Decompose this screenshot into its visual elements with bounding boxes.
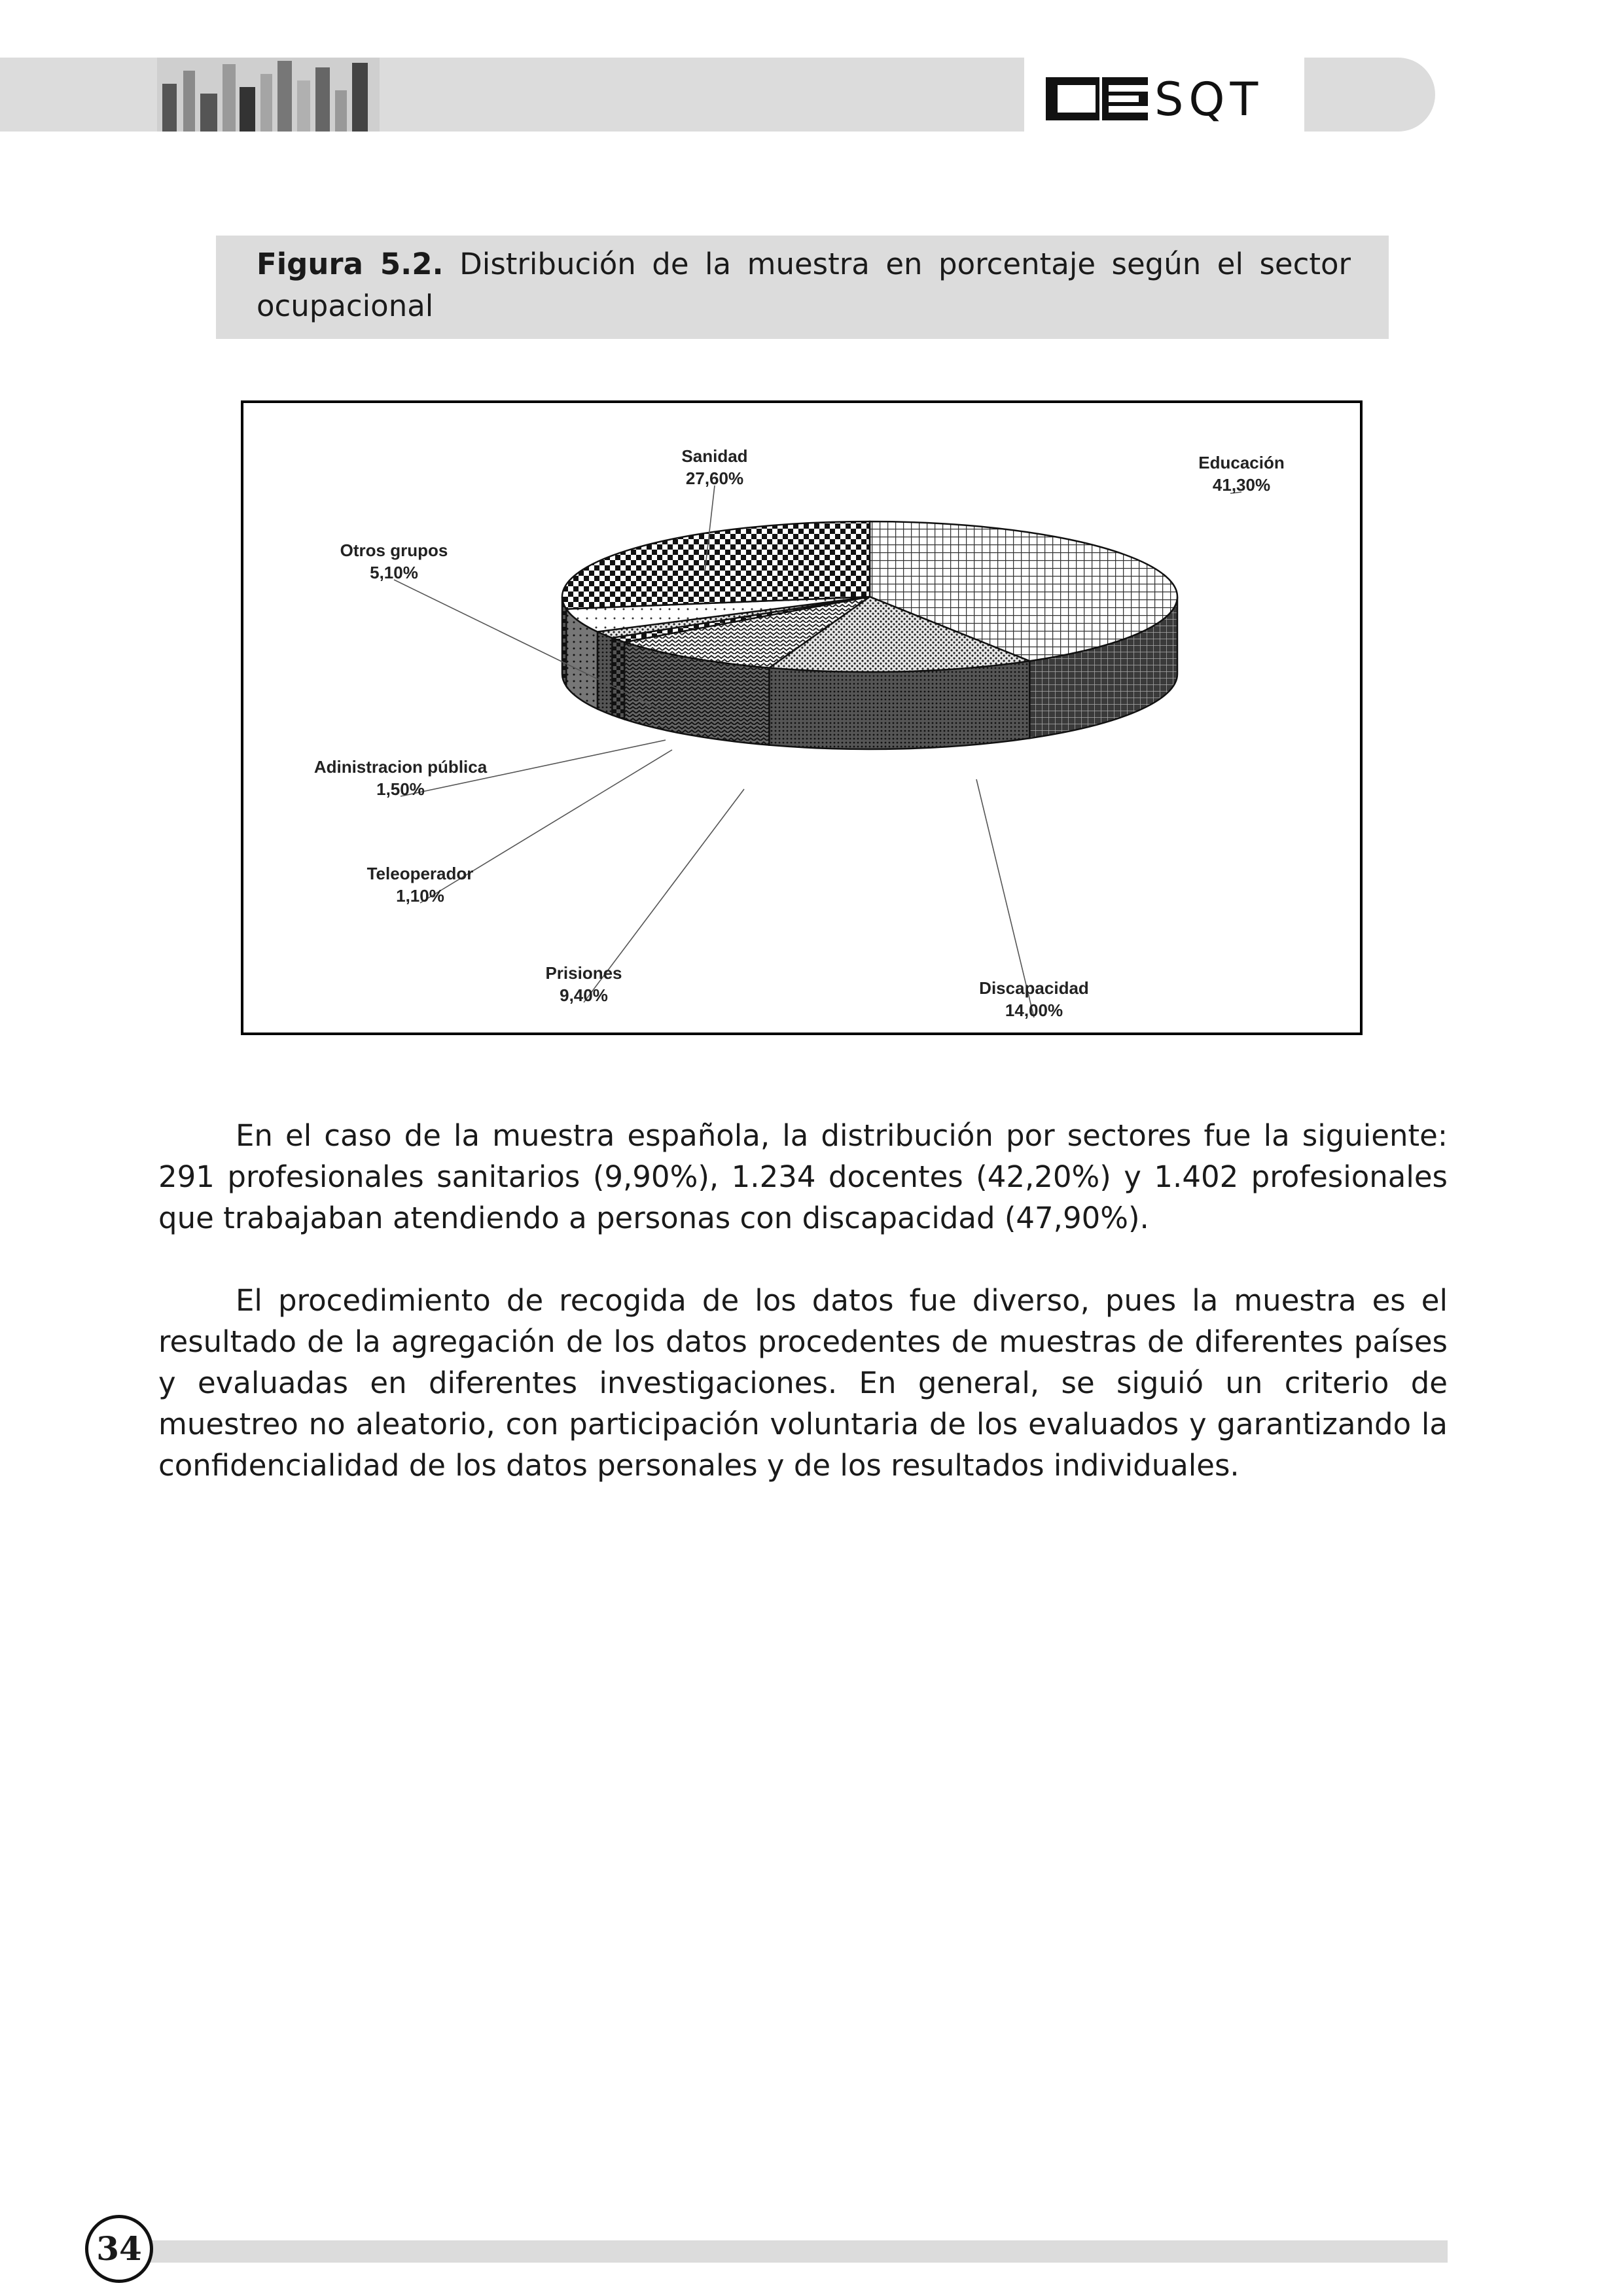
slice-name-educacion: Educación [1198, 453, 1285, 472]
slice-value-sanidad: 27,60% [685, 468, 744, 488]
body-paragraph-2: El procedimiento de recogida de los datos fue diverso, pues la muestra es el resultado de la agregación de los datos procedentes de muestras de diferentes países y evaluadas en diferentes investigaciones. En general, se siguió un criterio de muestreo no aleatorio, con participación voluntaria de los evaluados y garantizando la confidencialidad de los datos personales y de los resultados individuales. [158, 1283, 1448, 1483]
figure-title: Distribución de la muestra en porcentaje según el sector ocupacional [257, 247, 1351, 323]
svg-text:SQT: SQT [1154, 76, 1264, 123]
footer-bar [144, 2240, 1448, 2263]
pie-chart-frame [241, 400, 1363, 1035]
pie-side-discapacidad [769, 661, 1029, 749]
pie-slice-sanidad [562, 521, 870, 609]
pie-side-teleoperador [612, 638, 624, 720]
pie-side-adinistracion-publica [597, 631, 612, 715]
pie-side-sanidad [562, 597, 566, 686]
slice-name-otros-grupos: Otros grupos [340, 540, 448, 560]
page-number: 34 [85, 2215, 153, 2283]
slice-name-adinistracion-publica: Adinistracion pública [313, 757, 488, 777]
header-matches-image [157, 58, 380, 132]
slice-value-teleoperador: 1,10% [396, 886, 444, 906]
slice-name-sanidad: Sanidad [681, 446, 748, 466]
figure-label: Figura 5.2. [257, 247, 444, 281]
cesqt-logo [1046, 76, 1281, 123]
figure-caption [257, 243, 1351, 327]
slice-name-teleoperador: Teleoperador [366, 864, 474, 883]
slice-value-discapacidad: 14,00% [1005, 1000, 1063, 1020]
body-paragraph-1: En el caso de la muestra española, la distribución por sectores fue la siguiente: 291 profesionales sanitarios (9,90%), 1.234 docentes (42,20%) y 1.402 profesionales que trabajaban atendiendo a personas con discapacidad (47,90%). [158, 1118, 1448, 1235]
header-bar [0, 58, 1024, 132]
header-tab [1304, 58, 1435, 132]
slice-value-adinistracion-publica: 1,50% [376, 779, 425, 799]
slice-value-educacion: 41,30% [1212, 475, 1271, 495]
slice-name-discapacidad: Discapacidad [979, 978, 1089, 998]
slice-name-prisiones: Prisiones [545, 963, 622, 983]
slice-value-otros-grupos: 5,10% [370, 563, 418, 582]
slice-value-prisiones: 9,40% [560, 985, 608, 1005]
pie-chart [243, 403, 1365, 1038]
